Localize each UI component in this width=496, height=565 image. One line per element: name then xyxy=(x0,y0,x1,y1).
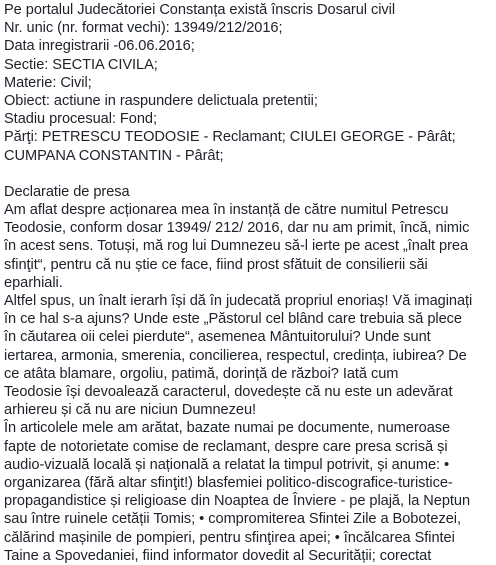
case-info-line: Materie: Civil; xyxy=(4,74,92,91)
paragraph-line: sau între ruinele cetății Tomis; • compromiterea Sfintei Zile a Bobotezei, xyxy=(4,511,462,528)
case-info-line: Părţi: PETRESCU TEODOSIE - Reclamant; CIULEI GEORGE - Pârât; xyxy=(4,129,456,146)
paragraph-line: iertarea, armonia, smerenia, concilierea, respectul, credința, iubirea? De xyxy=(4,347,467,364)
paragraph-gap xyxy=(4,165,492,183)
case-info-block xyxy=(4,1,492,165)
declaration-paragraph xyxy=(4,201,492,292)
case-info-line: Sectie: SECTIA CIVILA; xyxy=(4,56,158,73)
paragraph-line: Am aflat despre acționarea mea în instanță de către numitul Petrescu xyxy=(4,202,449,219)
paragraph-line: Teodosie își devoalează caracterul, dovedește că nu este un adevărat xyxy=(4,384,453,401)
paragraph-line: arhiereu și că nu are niciun Dumnezeu! xyxy=(4,402,257,419)
facebook-post-text xyxy=(4,1,492,565)
paragraph-line: în ce hal s-a ajuns? Unde este „Păstorul cel blând care trebuia să plece xyxy=(4,311,462,328)
paragraph-line: organizarea (fără altar sfinţit!) blasfemiei politico-discografice-turistice- xyxy=(4,475,453,492)
case-info-line: Stadiu procesual: Fond; xyxy=(4,111,157,128)
paragraph-line: călărind mașinile de pompieri, pentru sfinţirea apei; • încălcarea Sfintei xyxy=(4,529,455,546)
paragraph-line: în căutarea oii celei pierdute“, asemenea Mântuitorului? Unde sunt xyxy=(4,329,431,346)
paragraph-line: În articolele mele am arătat, bazate numai pe documente, numeroase xyxy=(4,420,451,437)
paragraph-line: fapte de notorietate comise de reclamant, despre care presa scrisă și xyxy=(4,438,448,455)
paragraph-line: sfinţit“, pentru că nu știe ce face, fiind prost sfătuit de consilierii săi xyxy=(4,256,428,273)
case-info-line: Data inregistrarii -06.06.2016; xyxy=(4,38,195,55)
paragraph-line: propagandistice și religioase din Noaptea de Înviere - pe plajă, la Neptun xyxy=(4,493,471,510)
paragraph-line: Altfel spus, un înalt ierarh își dă în judecată propriul enoriaș! Vă imaginați xyxy=(4,293,473,310)
paragraph-line: Teodosie, conform dosar 13949/ 212/ 2016, dar nu am primit, încă, nimic xyxy=(4,220,470,237)
paragraph-line: Taine a Spovedaniei, fiind informator dovedit al Securității; corectat xyxy=(4,547,432,564)
case-info-line: CUMPANA CONSTANTIN - Pârât; xyxy=(4,147,224,164)
case-info-line: Nr. unic (nr. format vechi): 13949/212/2016; xyxy=(4,20,283,37)
case-info-line: Obiect: actiune in raspundere delictuala pretentii; xyxy=(4,93,318,110)
declaration-body xyxy=(4,201,492,565)
declaration-heading: Declaratie de presa xyxy=(4,183,130,200)
paragraph-line: în acest sens. Totuși, mă rog lui Dumnezeu să-l ierte pe acest „înalt prea xyxy=(4,238,469,255)
paragraph-line: ce atâta blamare, orgoliu, patimă, dorință de război? Iată cum xyxy=(4,365,399,382)
paragraph-line: eparhiali. xyxy=(4,274,63,291)
declaration-paragraph xyxy=(4,419,492,565)
paragraph-line: audio-vizuală locală și națională a relatat la timpul potrivit, și anume: • xyxy=(4,456,450,473)
declaration-paragraph xyxy=(4,292,492,419)
case-info-line: Pe portalul Judecătoriei Constanța există înscris Dosarul civil xyxy=(4,2,396,18)
